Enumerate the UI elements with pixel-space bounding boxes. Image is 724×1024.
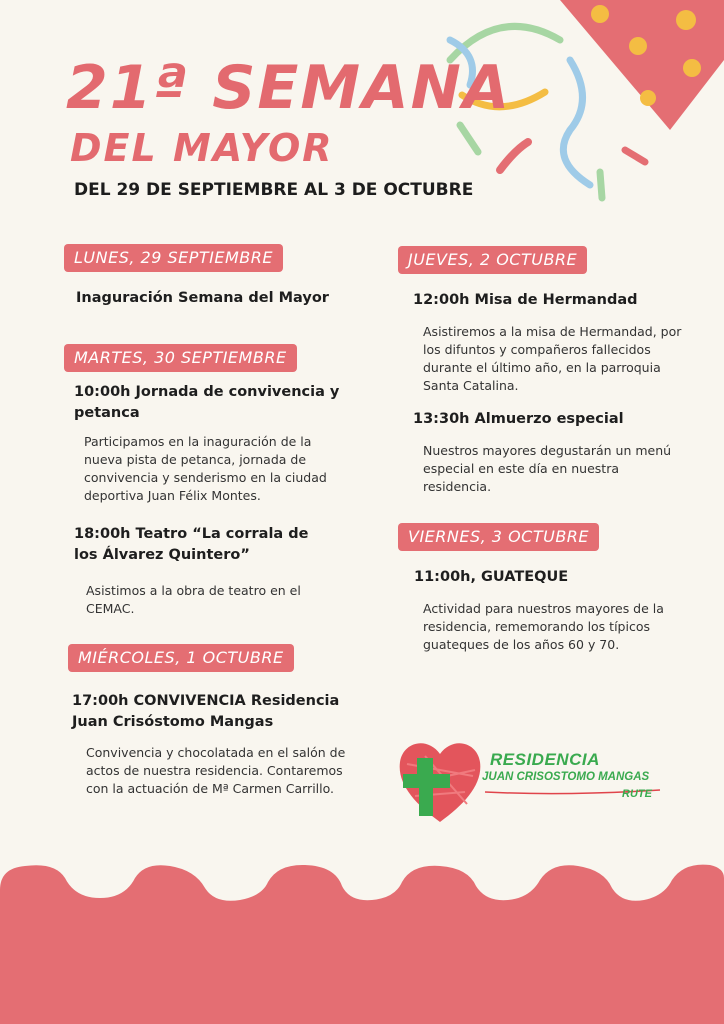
- event-title: 17:00h CONVIVENCIA Residencia Juan Crisóstomo Mangas: [72, 693, 340, 730]
- event-description: Convivencia y chocolatada en el salón de actos de nuestra residencia. Contaremos con la actuación de Mª Carmen Carrillo.: [86, 745, 346, 796]
- wave-footer: [0, 860, 724, 1024]
- event-title: 10:00h Jornada de convivencia y petanca: [74, 384, 340, 421]
- event-title: 18:00h Teatro “La corrala de los Álvarez Quintero”: [74, 526, 309, 563]
- event-description: Asistiremos a la misa de Hermandad, por los difuntos y compañeros fallecidos durante el último año, en la parroquia Santa Catalina.: [423, 324, 682, 393]
- page-title: 21ª SEMANA: [66, 53, 512, 123]
- day-label-thursday: JUEVES, 2 OCTUBRE: [398, 246, 587, 274]
- logo-subtitle: JUAN CRISOSTOMO MANGAS: [482, 771, 650, 783]
- day-label-wednesday: MIÉRCOLES, 1 OCTUBRE: [68, 644, 294, 672]
- day-label-friday: VIERNES, 3 OCTUBRE: [398, 523, 599, 551]
- page-subtitle: DEL MAYOR: [70, 126, 334, 170]
- day-label-tuesday: MARTES, 30 SEPTIEMBRE: [64, 344, 297, 372]
- day-label-monday: LUNES, 29 SEPTIEMBRE: [64, 244, 283, 272]
- event-description: Actividad para nuestros mayores de la residencia, rememorando los típicos guateques de los años 60 y 70.: [423, 601, 664, 652]
- event-title: Inaguración Semana del Mayor: [76, 290, 329, 306]
- event-description: Participamos en la inaguración de la nueva pista de petanca, jornada de convivencia y senderismo en la ciudad deportiva Juan Félix Montes.: [84, 434, 327, 503]
- event-title: 11:00h, GUATEQUE: [414, 569, 569, 585]
- date-range: DEL 29 DE SEPTIEMBRE AL 3 DE OCTUBRE: [74, 180, 474, 200]
- event-title: 13:30h Almuerzo especial: [413, 411, 624, 427]
- logo-location: RUTE: [622, 788, 652, 800]
- event-title: 12:00h Misa de Hermandad: [413, 292, 638, 308]
- logo-title: RESIDENCIA: [490, 750, 600, 769]
- event-description: Nuestros mayores degustarán un menú especial en este día en nuestra residencia.: [423, 443, 672, 494]
- event-description: Asistimos a la obra de teatro en el CEMAC.: [86, 583, 301, 616]
